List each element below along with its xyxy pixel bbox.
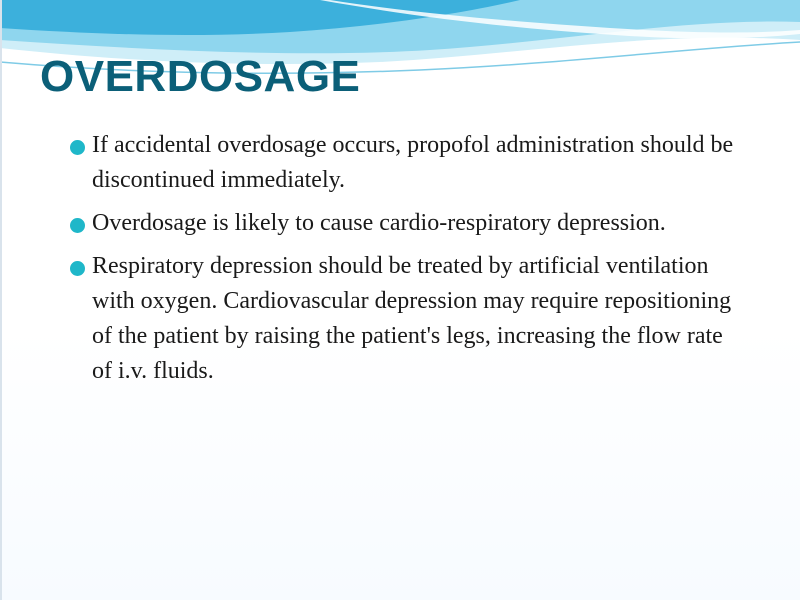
bullet-text: Overdosage is likely to cause cardio-respiratory depression.: [92, 210, 666, 236]
bullet-item: [64, 206, 744, 241]
bullet-item: [64, 128, 744, 198]
bullet-item: [64, 249, 744, 389]
bullet-text: Respiratory depression should be treated by artificial ventilation with oxygen. Cardiovascular depression may require repositioning of the patient by raising the patient's legs, increasing the flow rate of i.v. fluids.: [92, 253, 732, 384]
bullet-dot-icon: [70, 218, 85, 233]
bullet-text: If accidental overdosage occurs, propofol administration should be discontinued immediately.: [92, 132, 734, 193]
bullet-dot-icon: [70, 140, 85, 155]
bullet-dot-icon: [70, 261, 85, 276]
slide-title: OVERDOSAGE: [40, 52, 361, 101]
left-border: [0, 0, 2, 600]
bullet-list: [64, 128, 744, 397]
